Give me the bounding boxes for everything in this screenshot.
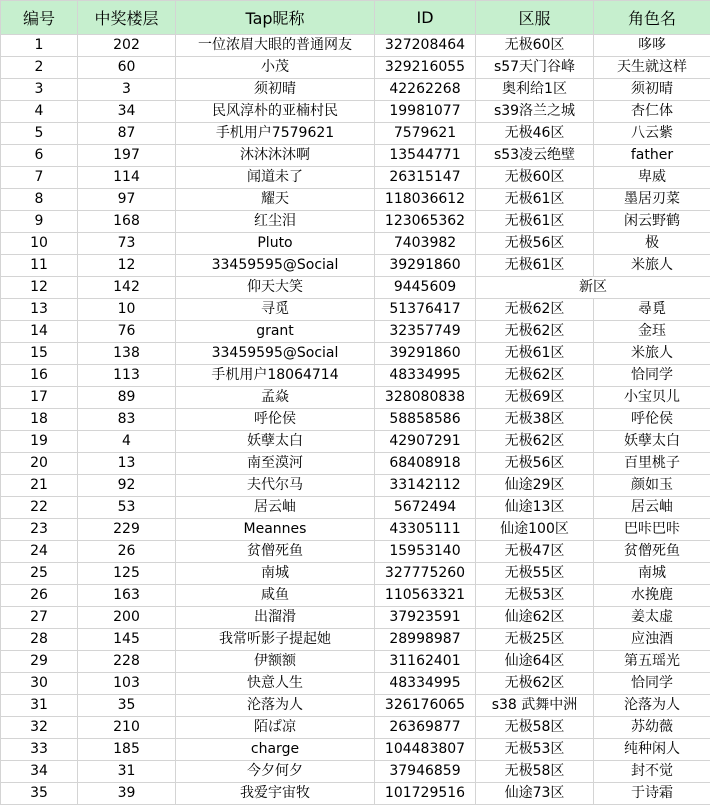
cell-floor[interactable]: 210 — [78, 717, 176, 739]
cell-server[interactable]: 无极56区 — [476, 233, 594, 255]
cell-server[interactable]: 无极61区 — [476, 255, 594, 277]
cell-role[interactable]: 颜如玉 — [594, 475, 710, 497]
cell-id[interactable]: 7579621 — [375, 123, 476, 145]
cell-role[interactable]: 哆哆 — [594, 35, 710, 57]
cell-role[interactable]: father — [594, 145, 710, 167]
cell-number[interactable]: 31 — [1, 695, 78, 717]
cell-server[interactable]: 仙途13区 — [476, 497, 594, 519]
cell-nickname[interactable]: 妖孽太白 — [176, 431, 375, 453]
cell-floor[interactable]: 114 — [78, 167, 176, 189]
cell-role[interactable]: 恰同学 — [594, 673, 710, 695]
cell-role[interactable]: 呼伦侯 — [594, 409, 710, 431]
cell-id[interactable]: 327775260 — [375, 563, 476, 585]
cell-floor[interactable]: 168 — [78, 211, 176, 233]
cell-server[interactable]: 无极69区 — [476, 387, 594, 409]
cell-id[interactable]: 9445609 — [375, 277, 476, 299]
cell-number[interactable]: 27 — [1, 607, 78, 629]
cell-nickname[interactable]: 手机用户18064714 — [176, 365, 375, 387]
cell-floor[interactable]: 202 — [78, 35, 176, 57]
cell-server[interactable]: 无极58区 — [476, 761, 594, 783]
cell-floor[interactable]: 26 — [78, 541, 176, 563]
cell-server[interactable]: 无极62区 — [476, 299, 594, 321]
cell-server[interactable]: 仙途73区 — [476, 783, 594, 805]
cell-number[interactable]: 29 — [1, 651, 78, 673]
table-body — [1, 35, 710, 805]
cell-floor[interactable]: 92 — [78, 475, 176, 497]
cell-server[interactable]: 仙途64区 — [476, 651, 594, 673]
cell-number[interactable]: 6 — [1, 145, 78, 167]
table-row — [1, 79, 710, 101]
cell-role[interactable]: 封不觉 — [594, 761, 710, 783]
cell-number[interactable]: 22 — [1, 497, 78, 519]
cell-nickname[interactable]: 夫代尔马 — [176, 475, 375, 497]
cell-server[interactable]: 无极62区 — [476, 431, 594, 453]
cell-number[interactable]: 24 — [1, 541, 78, 563]
cell-server[interactable]: 无极62区 — [476, 673, 594, 695]
table-row — [1, 365, 710, 387]
table-row — [1, 123, 710, 145]
table-row — [1, 585, 710, 607]
cell-nickname[interactable]: 咸鱼 — [176, 585, 375, 607]
table-row — [1, 541, 710, 563]
cell-nickname[interactable]: 33459595@Social — [176, 343, 375, 365]
table-row — [1, 761, 710, 783]
header-row — [1, 1, 710, 35]
cell-id[interactable]: 42262268 — [375, 79, 476, 101]
cell-server[interactable]: s39洛兰之城 — [476, 101, 594, 123]
cell-id[interactable]: 28998987 — [375, 629, 476, 651]
cell-id[interactable]: 33142112 — [375, 475, 476, 497]
cell-role[interactable]: 南城 — [594, 563, 710, 585]
cell-id[interactable]: 104483807 — [375, 739, 476, 761]
table-row — [1, 101, 710, 123]
cell-floor[interactable]: 197 — [78, 145, 176, 167]
cell-number[interactable]: 19 — [1, 431, 78, 453]
cell-server[interactable]: 无极53区 — [476, 585, 594, 607]
cell-role[interactable]: 恰同学 — [594, 365, 710, 387]
cell-number[interactable]: 10 — [1, 233, 78, 255]
cell-number[interactable]: 21 — [1, 475, 78, 497]
cell-nickname[interactable]: Meannes — [176, 519, 375, 541]
cell-role[interactable]: 八云紫 — [594, 123, 710, 145]
cell-server[interactable]: 无极25区 — [476, 629, 594, 651]
cell-floor[interactable]: 35 — [78, 695, 176, 717]
cell-floor[interactable]: 89 — [78, 387, 176, 409]
cell-id[interactable]: 19981077 — [375, 101, 476, 123]
cell-number[interactable]: 30 — [1, 673, 78, 695]
cell-server[interactable]: 无极62区 — [476, 321, 594, 343]
table-row — [1, 651, 710, 673]
cell-server[interactable]: 无极55区 — [476, 563, 594, 585]
cell-nickname[interactable]: 居云岫 — [176, 497, 375, 519]
cell-server[interactable]: 仙途62区 — [476, 607, 594, 629]
cell-id[interactable]: 39291860 — [375, 343, 476, 365]
cell-floor[interactable]: 60 — [78, 57, 176, 79]
cell-server[interactable]: 新区 — [476, 277, 710, 299]
table-row — [1, 57, 710, 79]
cell-number[interactable]: 2 — [1, 57, 78, 79]
cell-role[interactable]: 闲云野鹤 — [594, 211, 710, 233]
cell-id[interactable]: 7403982 — [375, 233, 476, 255]
cell-id[interactable]: 31162401 — [375, 651, 476, 673]
cell-number[interactable]: 7 — [1, 167, 78, 189]
table-row — [1, 321, 710, 343]
cell-server[interactable]: 无极47区 — [476, 541, 594, 563]
cell-nickname[interactable]: 贫僧死鱼 — [176, 541, 375, 563]
cell-id[interactable]: 58858586 — [375, 409, 476, 431]
cell-nickname[interactable]: 33459595@Social — [176, 255, 375, 277]
cell-server[interactable]: 仙途29区 — [476, 475, 594, 497]
header-nickname[interactable]: Tap昵称 — [176, 1, 375, 35]
cell-floor[interactable]: 229 — [78, 519, 176, 541]
header-role[interactable]: 角色名 — [594, 1, 710, 35]
cell-server[interactable]: 无极56区 — [476, 453, 594, 475]
cell-nickname[interactable]: 沐沐沐沐啊 — [176, 145, 375, 167]
cell-server[interactable]: 无极60区 — [476, 167, 594, 189]
cell-id[interactable]: 110563321 — [375, 585, 476, 607]
cell-server[interactable]: 无极58区 — [476, 717, 594, 739]
cell-id[interactable]: 51376417 — [375, 299, 476, 321]
cell-nickname[interactable]: 耀天 — [176, 189, 375, 211]
cell-role[interactable]: 妖孽太白 — [594, 431, 710, 453]
cell-floor[interactable]: 83 — [78, 409, 176, 431]
cell-server[interactable]: 无极61区 — [476, 189, 594, 211]
cell-id[interactable]: 26315147 — [375, 167, 476, 189]
table-row — [1, 475, 710, 497]
cell-server[interactable]: 仙途100区 — [476, 519, 594, 541]
cell-nickname[interactable]: 快意人生 — [176, 673, 375, 695]
cell-nickname[interactable]: 手机用户7579621 — [176, 123, 375, 145]
cell-nickname[interactable]: charge — [176, 739, 375, 761]
cell-server[interactable]: 奥利给1区 — [476, 79, 594, 101]
cell-floor[interactable]: 87 — [78, 123, 176, 145]
header-server[interactable]: 区服 — [476, 1, 594, 35]
cell-role[interactable]: 杏仁体 — [594, 101, 710, 123]
cell-number[interactable]: 26 — [1, 585, 78, 607]
cell-id[interactable]: 37946859 — [375, 761, 476, 783]
table-row — [1, 739, 710, 761]
cell-number[interactable]: 23 — [1, 519, 78, 541]
table-row — [1, 497, 710, 519]
cell-role[interactable]: 水挽鹿 — [594, 585, 710, 607]
cell-nickname[interactable]: 陌ぱ凉 — [176, 717, 375, 739]
cell-nickname[interactable]: 南至漠河 — [176, 453, 375, 475]
cell-floor[interactable]: 138 — [78, 343, 176, 365]
cell-floor[interactable]: 113 — [78, 365, 176, 387]
cell-role[interactable]: 须初晴 — [594, 79, 710, 101]
cell-floor[interactable]: 125 — [78, 563, 176, 585]
table-row — [1, 431, 710, 453]
cell-number[interactable]: 15 — [1, 343, 78, 365]
cell-id[interactable]: 123065362 — [375, 211, 476, 233]
cell-id[interactable]: 13544771 — [375, 145, 476, 167]
cell-id[interactable]: 26369877 — [375, 717, 476, 739]
cell-server[interactable]: s53凌云绝壁 — [476, 145, 594, 167]
cell-number[interactable]: 34 — [1, 761, 78, 783]
cell-number[interactable]: 5 — [1, 123, 78, 145]
cell-role[interactable]: 应浊酒 — [594, 629, 710, 651]
cell-role[interactable]: 金珏 — [594, 321, 710, 343]
cell-role[interactable]: 第五瑶光 — [594, 651, 710, 673]
table-row — [1, 299, 710, 321]
cell-id[interactable]: 48334995 — [375, 673, 476, 695]
cell-role[interactable]: 苏幼薇 — [594, 717, 710, 739]
cell-server[interactable]: 无极53区 — [476, 739, 594, 761]
cell-number[interactable]: 3 — [1, 79, 78, 101]
table-row — [1, 563, 710, 585]
cell-id[interactable]: 68408918 — [375, 453, 476, 475]
cell-id[interactable]: 5672494 — [375, 497, 476, 519]
table-row — [1, 607, 710, 629]
cell-number[interactable]: 14 — [1, 321, 78, 343]
cell-floor[interactable]: 142 — [78, 277, 176, 299]
cell-role[interactable]: 米旅人 — [594, 343, 710, 365]
cell-nickname[interactable]: 伊额额 — [176, 651, 375, 673]
table-row — [1, 189, 710, 211]
cell-floor[interactable]: 103 — [78, 673, 176, 695]
cell-floor[interactable]: 34 — [78, 101, 176, 123]
cell-floor[interactable]: 185 — [78, 739, 176, 761]
cell-id[interactable]: 327208464 — [375, 35, 476, 57]
cell-server[interactable]: s38 武舞中洲 — [476, 695, 594, 717]
cell-number[interactable]: 18 — [1, 409, 78, 431]
cell-server[interactable]: 无极61区 — [476, 211, 594, 233]
cell-role[interactable]: 小宝贝儿 — [594, 387, 710, 409]
cell-id[interactable]: 48334995 — [375, 365, 476, 387]
cell-floor[interactable]: 228 — [78, 651, 176, 673]
table-row — [1, 519, 710, 541]
cell-nickname[interactable]: 孟焱 — [176, 387, 375, 409]
cell-id[interactable]: 118036612 — [375, 189, 476, 211]
cell-nickname[interactable]: 沦落为人 — [176, 695, 375, 717]
table-row — [1, 35, 710, 57]
cell-role[interactable]: 贫僧死鱼 — [594, 541, 710, 563]
cell-server[interactable]: 无极38区 — [476, 409, 594, 431]
table-row — [1, 211, 710, 233]
cell-server[interactable]: 无极62区 — [476, 365, 594, 387]
table-row — [1, 255, 710, 277]
cell-number[interactable]: 4 — [1, 101, 78, 123]
cell-floor[interactable]: 4 — [78, 431, 176, 453]
cell-server[interactable]: s57天门谷峰 — [476, 57, 594, 79]
cell-number[interactable]: 12 — [1, 277, 78, 299]
cell-id[interactable]: 326176065 — [375, 695, 476, 717]
cell-floor[interactable]: 53 — [78, 497, 176, 519]
table-row — [1, 695, 710, 717]
cell-floor[interactable]: 10 — [78, 299, 176, 321]
cell-nickname[interactable]: 须初晴 — [176, 79, 375, 101]
cell-nickname[interactable]: 我爱宇宙牧 — [176, 783, 375, 805]
cell-number[interactable]: 1 — [1, 35, 78, 57]
cell-id[interactable]: 32357749 — [375, 321, 476, 343]
cell-nickname[interactable]: 我常听影子提起她 — [176, 629, 375, 651]
cell-server[interactable]: 无极61区 — [476, 343, 594, 365]
cell-role[interactable]: 米旅人 — [594, 255, 710, 277]
cell-number[interactable]: 25 — [1, 563, 78, 585]
table-row — [1, 145, 710, 167]
cell-number[interactable]: 35 — [1, 783, 78, 805]
table-row — [1, 277, 710, 299]
cell-number[interactable]: 13 — [1, 299, 78, 321]
cell-number[interactable]: 32 — [1, 717, 78, 739]
cell-number[interactable]: 20 — [1, 453, 78, 475]
cell-nickname[interactable]: 南城 — [176, 563, 375, 585]
cell-floor[interactable]: 73 — [78, 233, 176, 255]
cell-nickname[interactable]: grant — [176, 321, 375, 343]
header-id[interactable]: ID — [375, 1, 476, 35]
cell-floor[interactable]: 145 — [78, 629, 176, 651]
cell-nickname[interactable]: 今夕何夕 — [176, 761, 375, 783]
cell-number[interactable]: 17 — [1, 387, 78, 409]
cell-nickname[interactable]: 红尘泪 — [176, 211, 375, 233]
cell-nickname[interactable]: 出溜滑 — [176, 607, 375, 629]
cell-role[interactable]: 墨居刃菜 — [594, 189, 710, 211]
cell-role[interactable]: 天生就这样 — [594, 57, 710, 79]
cell-nickname[interactable]: 呼伦侯 — [176, 409, 375, 431]
table-row — [1, 673, 710, 695]
table-row — [1, 629, 710, 651]
cell-role[interactable]: 沦落为人 — [594, 695, 710, 717]
table-row — [1, 409, 710, 431]
cell-id[interactable]: 37923591 — [375, 607, 476, 629]
cell-number[interactable]: 9 — [1, 211, 78, 233]
table-row — [1, 453, 710, 475]
cell-role[interactable]: 姜太虚 — [594, 607, 710, 629]
cell-nickname[interactable]: 寻觅 — [176, 299, 375, 321]
cell-nickname[interactable]: Pluto — [176, 233, 375, 255]
cell-server[interactable]: 无极46区 — [476, 123, 594, 145]
cell-number[interactable]: 16 — [1, 365, 78, 387]
cell-nickname[interactable]: 小茂 — [176, 57, 375, 79]
cell-role[interactable]: 卑威 — [594, 167, 710, 189]
table-row — [1, 717, 710, 739]
cell-role[interactable]: 居云岫 — [594, 497, 710, 519]
cell-id[interactable]: 328080838 — [375, 387, 476, 409]
table-row — [1, 167, 710, 189]
cell-id[interactable]: 39291860 — [375, 255, 476, 277]
cell-id[interactable]: 42907291 — [375, 431, 476, 453]
cell-floor[interactable]: 163 — [78, 585, 176, 607]
cell-nickname[interactable]: 民风淳朴的亚楠村民 — [176, 101, 375, 123]
table-row — [1, 343, 710, 365]
cell-id[interactable]: 15953140 — [375, 541, 476, 563]
table-row — [1, 387, 710, 409]
cell-role[interactable]: 纯种闲人 — [594, 739, 710, 761]
cell-floor[interactable]: 97 — [78, 189, 176, 211]
cell-floor[interactable]: 3 — [78, 79, 176, 101]
table-row — [1, 783, 710, 805]
table-row — [1, 233, 710, 255]
cell-id[interactable]: 101729516 — [375, 783, 476, 805]
cell-floor[interactable]: 200 — [78, 607, 176, 629]
cell-role[interactable]: 尋覓 — [594, 299, 710, 321]
cell-nickname[interactable]: 一位浓眉大眼的普通网友 — [176, 35, 375, 57]
cell-number[interactable]: 11 — [1, 255, 78, 277]
cell-floor[interactable]: 31 — [78, 761, 176, 783]
cell-role[interactable]: 百里桃子 — [594, 453, 710, 475]
cell-role[interactable]: 极 — [594, 233, 710, 255]
cell-role[interactable]: 于诗霜 — [594, 783, 710, 805]
cell-id[interactable]: 43305111 — [375, 519, 476, 541]
cell-role[interactable]: 巴咔巴咔 — [594, 519, 710, 541]
header-floor[interactable]: 中奖楼层 — [78, 1, 176, 35]
cell-floor[interactable]: 12 — [78, 255, 176, 277]
cell-nickname[interactable]: 仰天大笑 — [176, 277, 375, 299]
cell-floor[interactable]: 13 — [78, 453, 176, 475]
cell-number[interactable]: 8 — [1, 189, 78, 211]
cell-id[interactable]: 329216055 — [375, 57, 476, 79]
cell-nickname[interactable]: 闻道未了 — [176, 167, 375, 189]
cell-floor[interactable]: 39 — [78, 783, 176, 805]
cell-floor[interactable]: 76 — [78, 321, 176, 343]
cell-number[interactable]: 28 — [1, 629, 78, 651]
cell-server[interactable]: 无极60区 — [476, 35, 594, 57]
cell-number[interactable]: 33 — [1, 739, 78, 761]
header-number[interactable]: 编号 — [1, 1, 78, 35]
